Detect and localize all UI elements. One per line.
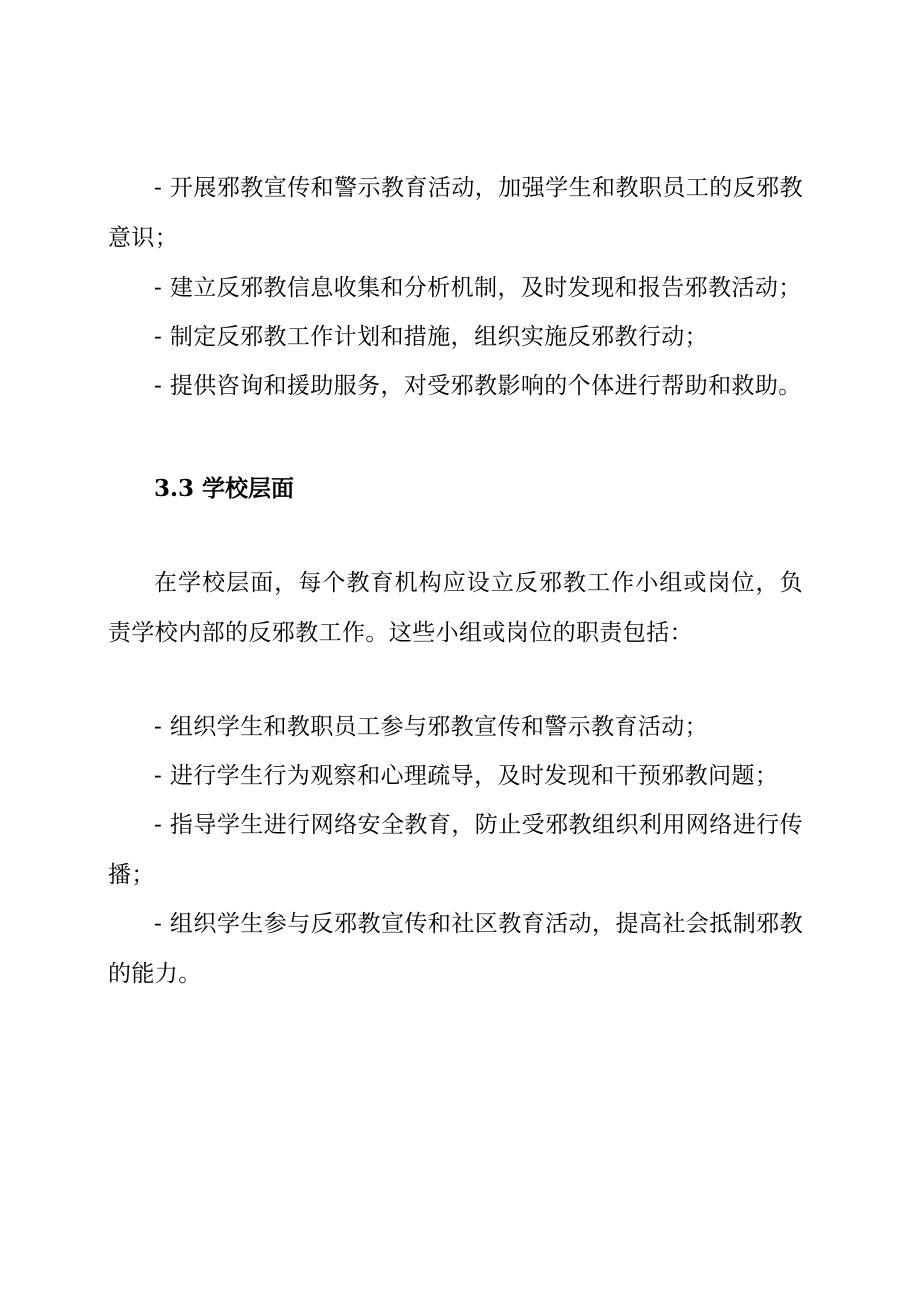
list-item-community-education: - 组织学生参与反邪教宣传和社区教育活动，提高社会抵制邪教的能力。	[108, 911, 803, 987]
list-item-publicity: - 开展邪教宣传和警示教育活动，加强学生和教职员工的反邪教意识；	[108, 175, 803, 251]
list-item-info-mechanism: - 建立反邪教信息收集和分析机制，及时发现和报告邪教活动；	[154, 275, 802, 301]
list-item-organize-participation: - 组织学生和教职员工参与邪教宣传和警示教育活动；	[154, 714, 709, 740]
section-heading-3-3: 3.3 学校层面	[154, 475, 295, 502]
list-item-work-plan: - 制定反邪教工作计划和措施，组织实施反邪教行动；	[154, 324, 709, 350]
section-intro-paragraph: 在学校层面，每个教育机构应设立反邪教工作小组或岗位，负责学校内部的反邪教工作。这些小组或岗位的职责包括：	[108, 570, 803, 646]
list-item-behavior-observation: - 进行学生行为观察和心理疏导，及时发现和干预邪教问题；	[154, 763, 779, 789]
list-item-counseling: - 提供咨询和援助服务，对受邪教影响的个体进行帮助和救助。	[154, 373, 802, 399]
list-item-network-safety: - 指导学生进行网络安全教育，防止受邪教组织利用网络进行传播；	[108, 812, 803, 888]
